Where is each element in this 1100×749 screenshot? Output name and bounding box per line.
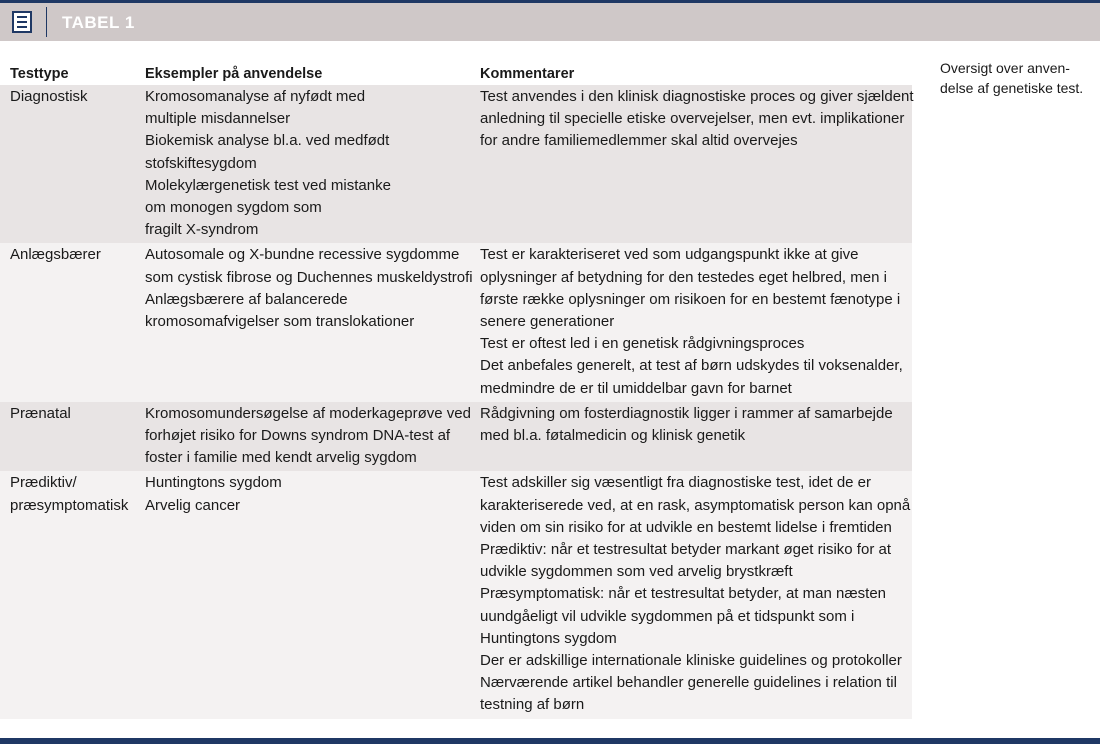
- cell-line: med bl.a. føtalmedicin og klinisk genetik: [480, 427, 746, 445]
- examples-cell: [135, 243, 473, 401]
- cell-line: fragilt X-syndrom: [145, 221, 259, 239]
- comments-cell: [470, 471, 912, 718]
- cell-line: senere generationer: [480, 313, 615, 331]
- cell-line: første række oplysninger om risikoen for en bestemt fænotype i: [480, 290, 901, 308]
- comments-cell: [470, 402, 912, 472]
- table-body: [0, 85, 912, 719]
- cell-line: Anlægsbærer: [10, 246, 101, 264]
- cell-line: Anlægsbærere af balancerede: [145, 290, 348, 308]
- cell-line: Molekylærgenetisk test ved mistanke: [145, 176, 391, 194]
- cell-line: Test anvendes i den klinisk diagnostiske proces og giver sjældent: [480, 88, 914, 105]
- cell-line: Rådgivning om fosterdiagnostik ligger i rammer af samarbejde: [480, 404, 893, 422]
- caption-line: delse af genetiske test.: [940, 80, 1084, 96]
- cell-line: karakteriserede ved, at en rask, asymptomatisk person kan opnå: [480, 496, 911, 514]
- cell-line: forhøjet risiko for Downs syndrom DNA-test af: [145, 427, 451, 445]
- cell-line: Test adskiller sig væsentligt fra diagnostiske test, idet de er: [480, 474, 872, 492]
- comments-cell: [470, 243, 912, 401]
- cell-line: multiple misdannelser: [145, 110, 291, 128]
- cell-line: Prædiktiv/: [10, 474, 77, 492]
- cell-line: Præsymptomatisk: når et testresultat betyder, at man næsten: [480, 585, 887, 603]
- column-header-comments: Kommentarer: [480, 66, 575, 82]
- table-row: [0, 471, 912, 718]
- examples-cell: [135, 402, 470, 472]
- cell-line: præsymptomatisk: [10, 496, 129, 514]
- cell-line: Det anbefales generelt, at test af børn udskydes til voksenalder,: [480, 357, 903, 375]
- cell-line: Biokemisk analyse bl.a. ved medfødt: [145, 132, 390, 150]
- cell-line: foster i familie med kendt arvelig sygdom: [145, 449, 417, 467]
- cell-line: stofskiftesygdom: [145, 154, 257, 172]
- testtype-cell: [0, 471, 135, 718]
- table-header-bar: [0, 3, 1100, 41]
- table-row: [0, 402, 912, 472]
- cell-line: Kromosomanalyse af nyfødt med: [145, 88, 366, 105]
- table-row: [0, 243, 912, 401]
- genetic-tests-table: [0, 63, 912, 719]
- caption-line: Oversigt over anven-: [940, 60, 1070, 76]
- cell-line: Autosomale og X-bundne recessive sygdomme: [145, 246, 460, 264]
- cell-line: uundgåeligt vil udvikle sygdommen på et tidspunkt som i: [480, 607, 855, 625]
- cell-line: oplysninger af betydning for den testedes eget helbred, men i: [480, 268, 887, 286]
- cell-line: Test er oftest led i en genetisk rådgivningsproces: [480, 335, 805, 353]
- column-header-testtype: Testtype: [10, 66, 69, 82]
- cell-line: Kromosomundersøgelse af moderkageprøve ved: [145, 404, 471, 422]
- cell-line: Huntingtons sygdom: [480, 629, 617, 647]
- cell-line: testning af børn: [480, 696, 585, 714]
- header-separator: [46, 7, 47, 37]
- comments-cell: [470, 85, 912, 243]
- cell-line: Prænatal: [10, 404, 71, 422]
- cell-line: Huntingtons sygdom: [145, 474, 282, 492]
- testtype-cell: [0, 85, 135, 243]
- examples-cell: [135, 85, 470, 243]
- table-icon: [12, 11, 32, 33]
- cell-line: udvikle sygdommen som ved arvelig brystkræft: [480, 563, 793, 581]
- cell-line: anledning til specielle etiske overvejelser, men evt. implikationer: [480, 110, 905, 128]
- cell-line: viden om sin risiko for at udvikle en bestemt lidelse i fremtiden: [480, 518, 892, 536]
- table-title: TABEL 1: [62, 13, 135, 32]
- cell-line: medmindre de er til umiddelbar gavn for barnet: [480, 379, 792, 397]
- table-row: [0, 85, 912, 243]
- bottom-rule: [0, 738, 1100, 744]
- cell-line: Diagnostisk: [10, 88, 88, 105]
- testtype-cell: [0, 402, 135, 472]
- table-caption: [940, 58, 1090, 98]
- column-header-examples: Eksempler på anvendelse: [145, 66, 323, 82]
- cell-line: Arvelig cancer: [145, 496, 241, 514]
- cell-line: kromosomafvigelser som translokationer: [145, 313, 415, 331]
- cell-line: om monogen sygdom som: [145, 199, 322, 217]
- examples-cell: [135, 471, 470, 718]
- table-head: [0, 63, 912, 85]
- testtype-cell: [0, 243, 135, 401]
- cell-line: Der er adskillige internationale kliniske guidelines og protokoller: [480, 652, 902, 670]
- cell-line: Test er karakteriseret ved som udgangspunkt ikke at give: [480, 246, 859, 264]
- cell-line: Nærværende artikel behandler generelle guidelines i relation til: [480, 674, 897, 692]
- cell-line: som cystisk fibrose og Duchennes muskeldystrofi: [145, 268, 473, 286]
- cell-line: for andre familiemedlemmer skal altid overvejes: [480, 132, 798, 150]
- cell-line: Prædiktiv: når et testresultat betyder markant øget risiko for at: [480, 541, 891, 559]
